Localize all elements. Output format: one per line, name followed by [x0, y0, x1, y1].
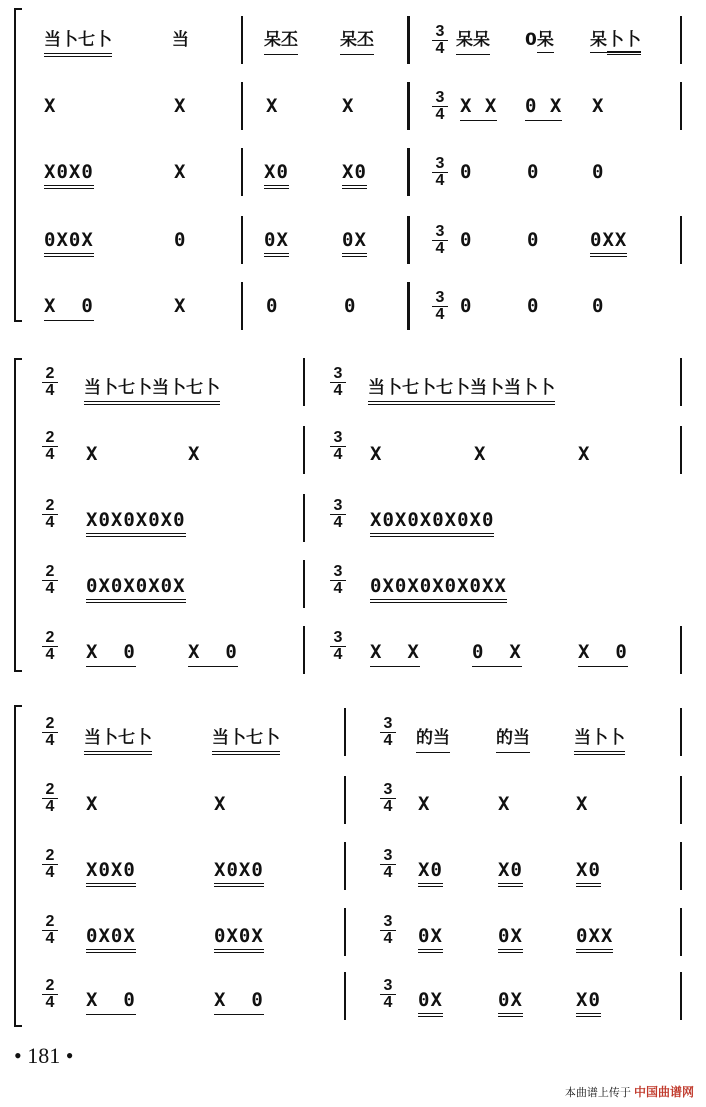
barline — [680, 842, 682, 890]
time-signature: 3 4 — [330, 564, 346, 597]
measure-3-3c: 0 — [592, 161, 605, 183]
time-signature: 3 4 — [330, 430, 346, 463]
time-signature: 3 4 — [380, 848, 396, 881]
s3-row1-m2b: 的当 — [496, 726, 530, 753]
time-signature: 2 4 — [42, 564, 58, 597]
measure-4-2a: 0X — [264, 228, 289, 257]
time-signature: 2 4 — [42, 848, 58, 881]
s3-row5-m2c: X0 — [576, 988, 601, 1017]
time-signature: 3 4 — [330, 630, 346, 663]
system-brace — [14, 705, 22, 1027]
measure-1-2a: 呆丕 — [264, 28, 298, 55]
s2-row4-m1: 0X0X0X0X — [86, 574, 186, 603]
s3-row1-m1a: 当卜七卜 — [84, 726, 152, 755]
s2-row5-m2c: X 0 — [578, 640, 628, 667]
measure-5-3b: 0 — [527, 295, 540, 317]
barline — [407, 16, 410, 64]
s2-row3-m1: X0X0X0X0 — [86, 508, 186, 537]
s3-row5-m1a: X 0 — [86, 988, 136, 1015]
s3-row4-m2c: 0XX — [576, 924, 613, 953]
measure-5-1b: X — [174, 295, 187, 317]
barline — [680, 776, 682, 824]
s2-row4-m2: 0X0X0X0X0XX — [370, 574, 507, 603]
system-brace — [14, 8, 22, 322]
s3-row3-m1b: X0X0 — [214, 858, 264, 887]
barline — [344, 708, 346, 756]
s2-row5-m2a: X X — [370, 640, 420, 667]
time-signature: 3 4 — [432, 156, 448, 189]
s2-row2-m2a: X — [370, 443, 383, 465]
upload-credit-text: 本曲谱上传于 — [564, 1087, 631, 1099]
measure-4-3b: 0 — [527, 229, 540, 251]
s3-row1-m1b: 当卜七卜 — [212, 726, 280, 755]
barline — [407, 82, 410, 130]
measure-4-1b: 0 — [174, 229, 187, 251]
s3-row3-m1a: X0X0 — [86, 858, 136, 887]
s3-row1-m2c: 当卜卜 — [574, 726, 625, 755]
measure-1-3b: 0呆 — [525, 28, 554, 52]
measure-1-1a: 当卜七卜 — [44, 28, 112, 57]
s2-row5-m1b: X 0 — [188, 640, 238, 667]
s3-row5-m2a: 0X — [418, 988, 443, 1017]
measure-2-3a: X X — [460, 94, 497, 121]
time-signature: 2 4 — [42, 978, 58, 1011]
time-signature: 3 4 — [330, 366, 346, 399]
s2-row5-m2b: 0 X — [472, 640, 522, 667]
measure-3-1b: X — [174, 161, 187, 183]
page-number: • 181 • — [14, 1043, 74, 1068]
time-signature: 2 4 — [42, 630, 58, 663]
barline — [303, 560, 305, 608]
barline — [303, 358, 305, 406]
s3-row3-m2a: X0 — [418, 858, 443, 887]
s3-row4-m2b: 0X — [498, 924, 523, 953]
time-signature: 3 4 — [432, 90, 448, 123]
measure-2-3c: X — [592, 95, 605, 117]
measure-5-3c: 0 — [592, 295, 605, 317]
s2-row2-m1a: X — [86, 443, 99, 465]
s3-row2-m2b: X — [498, 793, 511, 815]
time-signature: 2 4 — [42, 498, 58, 531]
s3-row2-m2c: X — [576, 793, 589, 815]
s2-row2-m2c: X — [578, 443, 591, 465]
barline — [680, 358, 682, 406]
upload-credit[interactable] — [565, 1083, 694, 1100]
s3-row2-m1a: X — [86, 793, 99, 815]
barline — [407, 282, 410, 330]
measure-4-3: 0 — [460, 229, 473, 251]
barline — [680, 626, 682, 674]
measure-5-3: 0 — [460, 295, 473, 317]
measure-4-3c: 0XX — [590, 228, 627, 257]
site-logo[interactable]: 中国曲谱网 — [633, 1085, 694, 1099]
barline — [680, 216, 682, 264]
barline — [680, 16, 682, 64]
barline — [680, 908, 682, 956]
measure-5-2a: 0 — [266, 295, 279, 317]
s3-row3-m2c: X0 — [576, 858, 601, 887]
barline — [680, 708, 682, 756]
measure-4-1: 0X0X — [44, 228, 94, 257]
measure-1-2b: 呆丕 — [340, 28, 374, 55]
barline — [303, 626, 305, 674]
measure-3-1: X0X0 — [44, 160, 94, 189]
barline — [241, 282, 243, 330]
s3-row2-m2a: X — [418, 793, 431, 815]
time-signature: 3 4 — [380, 978, 396, 1011]
measure-3-2a: X0 — [264, 160, 289, 189]
measure-2-2a: X — [266, 95, 279, 117]
s2-row2-m1b: X — [188, 443, 201, 465]
measure-1-1b: 当 — [172, 30, 189, 50]
s2-row1-m1: 当卜七卜当卜七卜 — [84, 376, 220, 405]
measure-2-2b: X — [342, 95, 355, 117]
measure-2-1: X — [44, 95, 57, 117]
time-signature: 3 4 — [380, 782, 396, 815]
barline — [680, 972, 682, 1020]
barline — [344, 972, 346, 1020]
s2-row3-m2: X0X0X0X0X0 — [370, 508, 494, 537]
barline — [344, 776, 346, 824]
barline — [344, 842, 346, 890]
measure-5-1: X 0 — [44, 294, 94, 321]
barline — [680, 426, 682, 474]
measure-5-2b: 0 — [344, 295, 357, 317]
time-signature: 3 4 — [432, 290, 448, 323]
barline — [241, 216, 243, 264]
measure-3-3b: 0 — [527, 161, 540, 183]
system-brace — [14, 358, 22, 672]
time-signature: 3 4 — [380, 716, 396, 749]
time-signature: 2 4 — [42, 716, 58, 749]
barline — [303, 494, 305, 542]
s3-row5-m2b: 0X — [498, 988, 523, 1017]
s2-row1-m2: 当卜七卜七卜当卜当卜卜 — [368, 376, 555, 405]
s3-row4-m1a: 0X0X — [86, 924, 136, 953]
s3-row3-m2b: X0 — [498, 858, 523, 887]
time-signature: 2 4 — [42, 914, 58, 947]
measure-1-3a: 呆呆 — [456, 28, 490, 55]
s2-row2-m2b: X — [474, 443, 487, 465]
measure-2-3b: 0 X — [525, 94, 562, 121]
s3-row2-m1b: X — [214, 793, 227, 815]
barline — [241, 148, 243, 196]
measure-4-2b: 0X — [342, 228, 367, 257]
s3-row1-m2a: 的当 — [416, 726, 450, 753]
barline — [407, 216, 410, 264]
barline — [407, 148, 410, 196]
time-signature: 3 4 — [330, 498, 346, 531]
measure-3-2b: X0 — [342, 160, 367, 189]
time-signature: 2 4 — [42, 430, 58, 463]
time-signature: 3 4 — [380, 914, 396, 947]
s3-row4-m1b: 0X0X — [214, 924, 264, 953]
barline — [680, 82, 682, 130]
barline — [241, 16, 243, 64]
s3-row4-m2a: 0X — [418, 924, 443, 953]
time-signature: 2 4 — [42, 782, 58, 815]
barline — [344, 908, 346, 956]
time-signature: 3 4 — [432, 224, 448, 257]
time-signature: 3 4 — [432, 24, 448, 57]
s3-row5-m1b: X 0 — [214, 988, 264, 1015]
s2-row5-m1a: X 0 — [86, 640, 136, 667]
measure-1-3c: 呆卜卜 — [590, 28, 641, 52]
measure-3-3: 0 — [460, 161, 473, 183]
barline — [303, 426, 305, 474]
time-signature: 2 4 — [42, 366, 58, 399]
measure-2-1b: X — [174, 95, 187, 117]
barline — [241, 82, 243, 130]
